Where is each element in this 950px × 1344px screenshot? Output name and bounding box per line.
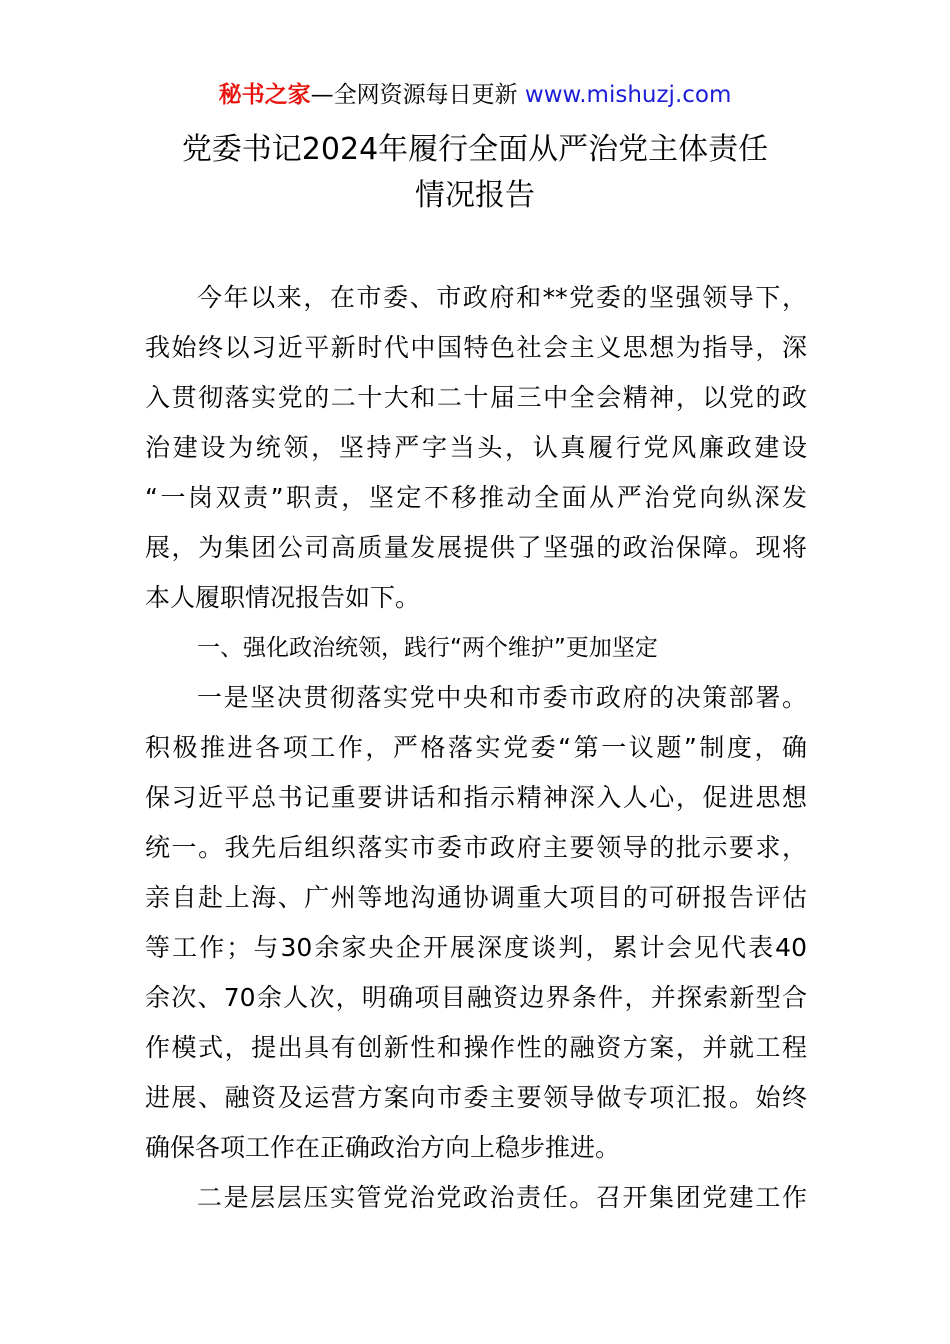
- body-line: 保习近平总书记重要讲话和指示精神深入人心，促进思想: [145, 783, 807, 812]
- body-line: 二是层层压实管党治党政治责任。召开集团党建工作: [197, 1183, 807, 1212]
- body-line: 统一。我先后组织落实市委市政府主要领导的批示要求，: [145, 833, 807, 862]
- site-header: [0, 78, 950, 112]
- body-line: 入贯彻落实党的二十大和二十届三中全会精神，以党的政: [145, 383, 807, 412]
- document-title-line-2: 情况报告: [415, 178, 535, 213]
- body-line: 治建设为统领，坚持严字当头，认真履行党风廉政建设: [145, 433, 807, 462]
- site-link[interactable]: www.mishuzj.com: [524, 82, 732, 108]
- body-line: 等工作；与30余家央企开展深度谈判，累计会见代表40: [145, 933, 807, 962]
- body-line: 积极推进各项工作，严格落实党委“第一议题”制度，确: [145, 733, 807, 762]
- body-line: “一岗双责”职责，坚定不移推动全面从严治党向纵深发: [145, 483, 807, 512]
- body-line: 确保各项工作在正确政治方向上稳步推进。: [145, 1133, 621, 1162]
- body-line: 进展、融资及运营方案向市委主要领导做专项汇报。始终: [145, 1083, 807, 1112]
- body-line: 一是坚决贯彻落实党中央和市委市政府的决策部署。: [197, 683, 807, 712]
- body-line: 亲自赴上海、广州等地沟通协调重大项目的可研报告评估: [145, 883, 807, 912]
- body-line: 作模式，提出具有创新性和操作性的融资方案，并就工程: [145, 1033, 807, 1062]
- section-heading: 一、强化政治统领，践行“两个维护”更加坚定: [197, 635, 658, 661]
- body-line: 我始终以习近平新时代中国特色社会主义思想为指导，深: [145, 333, 807, 362]
- document-title-line-1: 党委书记2024年履行全面从严治党主体责任: [181, 132, 769, 167]
- document-body: [145, 273, 807, 1223]
- body-line: 本人履职情况报告如下。: [145, 583, 421, 612]
- body-line: 展，为集团公司高质量发展提供了坚强的政治保障。现将: [145, 533, 807, 562]
- header-tagline: —全网资源每日更新: [310, 82, 525, 108]
- brand-name: 秘书之家: [218, 82, 311, 108]
- body-line: 余次、70余人次，明确项目融资边界条件，并探索新型合: [145, 983, 807, 1012]
- body-line: 今年以来，在市委、市政府和**党委的坚强领导下，: [197, 283, 807, 312]
